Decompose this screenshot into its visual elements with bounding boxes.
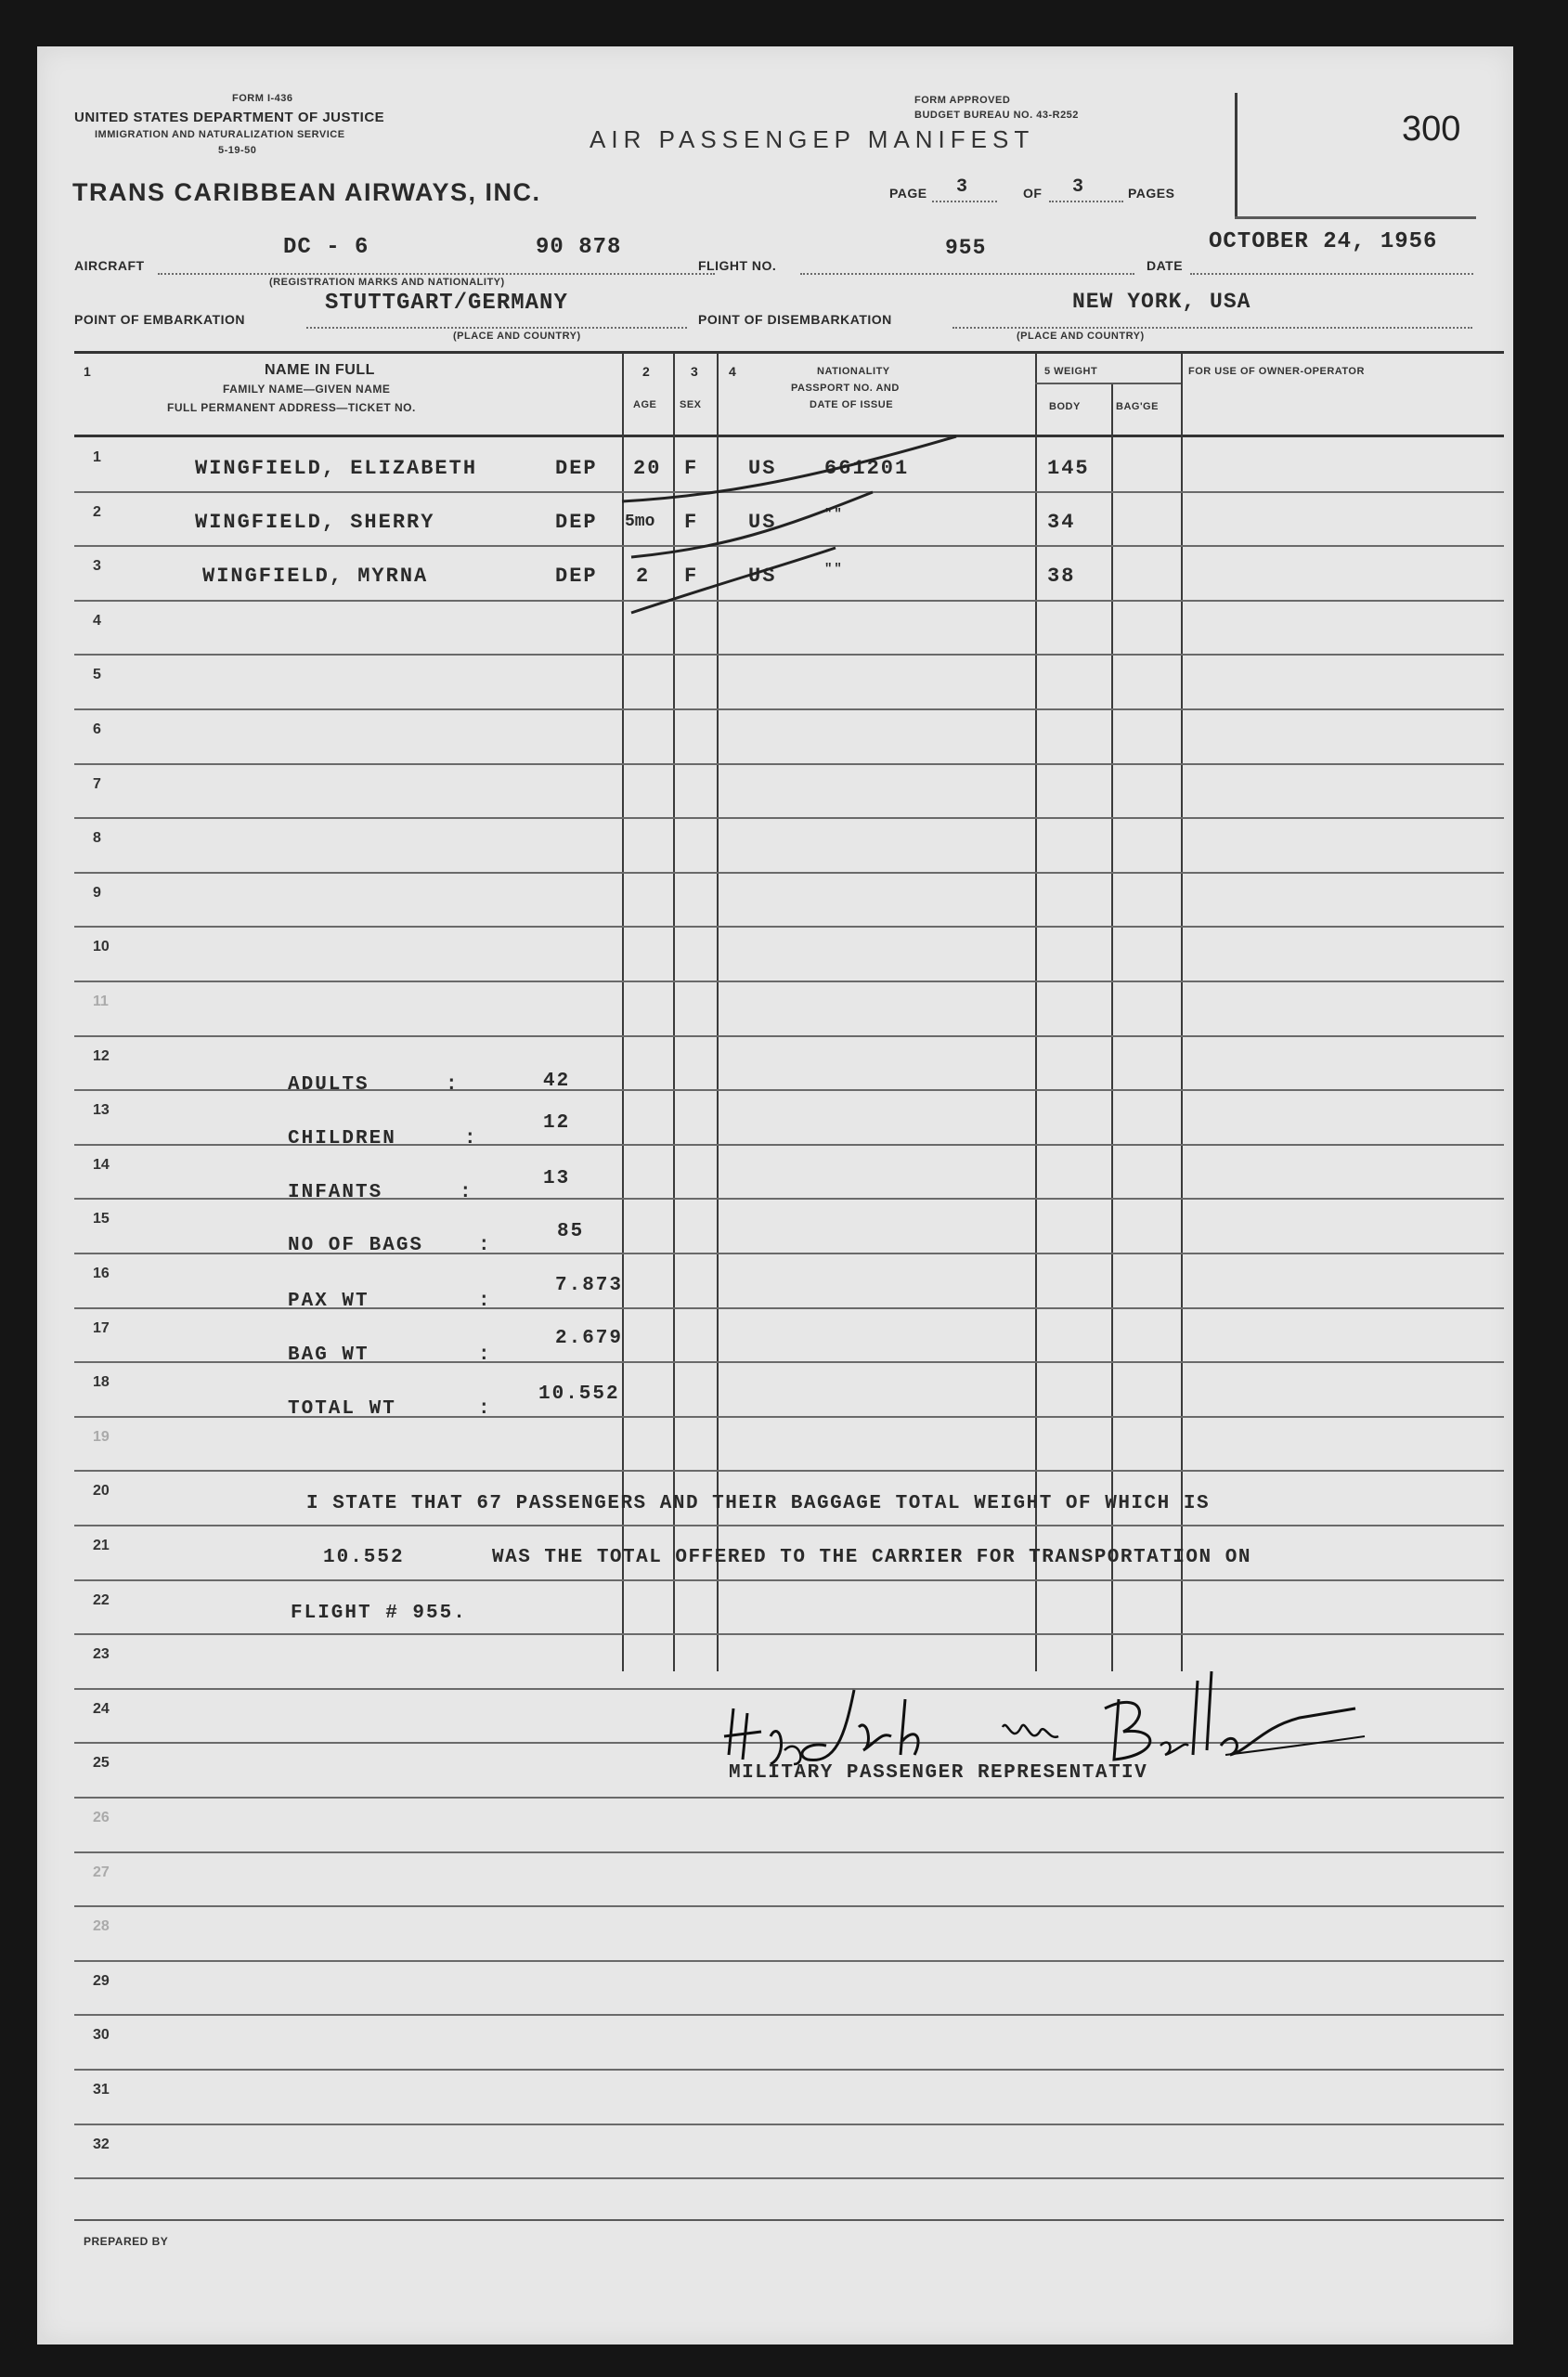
row-number: 2 bbox=[93, 504, 101, 520]
col4-line1: NATIONALITY bbox=[817, 366, 890, 377]
passenger-2-sex: F bbox=[684, 511, 699, 534]
row-number: 9 bbox=[93, 885, 101, 901]
passenger-3-name: WINGFIELD, MYRNA bbox=[202, 565, 429, 588]
of-value: 3 bbox=[1072, 176, 1085, 198]
page-underline bbox=[932, 201, 997, 202]
stamp-box-left bbox=[1235, 93, 1238, 218]
passenger-3-age: 2 bbox=[636, 565, 651, 588]
row-number: 1 bbox=[93, 449, 101, 465]
passenger-2-passport: "" bbox=[824, 507, 844, 522]
table-row bbox=[74, 1525, 1504, 1526]
row-number: 15 bbox=[93, 1211, 110, 1227]
passenger-1-dep: DEP bbox=[555, 457, 598, 480]
row-number: 28 bbox=[93, 1918, 110, 1934]
row-number: 22 bbox=[93, 1592, 110, 1608]
row-number: 13 bbox=[93, 1102, 110, 1118]
row-number: 21 bbox=[93, 1538, 110, 1553]
col6-label: FOR USE OF OWNER-OPERATOR bbox=[1188, 366, 1365, 377]
signature-caption: MILITARY PASSENGER REPRESENTATIV bbox=[729, 1762, 1148, 1784]
row-number: 12 bbox=[93, 1048, 110, 1064]
totals-paxwt-sep: : bbox=[478, 1291, 492, 1312]
passenger-2-nationality: US bbox=[748, 511, 777, 534]
of-label: OF bbox=[1023, 186, 1043, 201]
col-divider-4 bbox=[1035, 353, 1037, 1671]
passenger-2-dep: DEP bbox=[555, 511, 598, 534]
aircraft-registration: 90 878 bbox=[536, 235, 622, 260]
totals-infants-sep: : bbox=[460, 1182, 473, 1203]
col3-label: SEX bbox=[680, 399, 702, 410]
stamp-box-bottom bbox=[1235, 216, 1476, 219]
table-row bbox=[74, 872, 1504, 874]
table-row bbox=[74, 981, 1504, 982]
row-number: 10 bbox=[93, 939, 110, 955]
passenger-3-sex: F bbox=[684, 565, 699, 588]
date-value: OCTOBER 24, 1956 bbox=[1209, 229, 1438, 254]
col1-number: 1 bbox=[84, 364, 92, 379]
table-row bbox=[74, 926, 1504, 928]
totals-bagwt-value: 2.679 bbox=[555, 1328, 624, 1349]
disembarkation-label: POINT OF DISEMBARKATION bbox=[698, 312, 892, 327]
col-divider-6 bbox=[1181, 353, 1183, 1671]
col5-body-label: BODY bbox=[1049, 401, 1081, 412]
pages-label: PAGES bbox=[1128, 186, 1175, 201]
col1-line3: FULL PERMANENT ADDRESS—TICKET NO. bbox=[167, 401, 416, 414]
table-row bbox=[74, 2124, 1504, 2125]
service-name: IMMIGRATION AND NATURALIZATION SERVICE bbox=[95, 129, 345, 140]
row-number: 25 bbox=[93, 1755, 110, 1771]
col-divider-5 bbox=[1111, 383, 1113, 1671]
totals-children-value: 12 bbox=[543, 1112, 571, 1134]
col3-number: 3 bbox=[691, 364, 699, 379]
disembarkation-underline bbox=[952, 327, 1472, 329]
passenger-3-weight: 38 bbox=[1047, 565, 1076, 588]
table-row bbox=[74, 1579, 1504, 1581]
totals-adults-value: 42 bbox=[543, 1071, 571, 1092]
row-number: 19 bbox=[93, 1429, 110, 1445]
statement-line3: FLIGHT # 955. bbox=[291, 1603, 467, 1624]
totals-children-label: CHILDREN bbox=[288, 1128, 396, 1150]
table-top-rule bbox=[74, 351, 1504, 354]
col4-line3: DATE OF ISSUE bbox=[810, 399, 894, 410]
footer-rule bbox=[74, 2219, 1504, 2221]
disembarkation-caption: (PLACE AND COUNTRY) bbox=[1017, 331, 1145, 342]
row-number: 26 bbox=[93, 1810, 110, 1825]
approval-line1: FORM APPROVED bbox=[914, 95, 1011, 106]
of-underline bbox=[1049, 201, 1123, 202]
totals-bagwt-label: BAG WT bbox=[288, 1344, 369, 1366]
totals-bags-value: 85 bbox=[557, 1221, 585, 1242]
passenger-1-age: 20 bbox=[633, 457, 662, 480]
row-number: 6 bbox=[93, 721, 101, 737]
row-number: 31 bbox=[93, 2082, 110, 2098]
date-underline bbox=[1190, 273, 1473, 275]
col2-number: 2 bbox=[642, 364, 651, 379]
table-row bbox=[74, 763, 1504, 765]
totals-children-sep: : bbox=[464, 1128, 478, 1150]
row-number: 32 bbox=[93, 2137, 110, 2152]
prepared-by-label: PREPARED BY bbox=[84, 2235, 169, 2248]
totals-totalwt-label: TOTAL WT bbox=[288, 1398, 396, 1420]
row-number: 23 bbox=[93, 1646, 110, 1662]
passenger-1-passport: 661201 bbox=[824, 457, 910, 480]
table-row bbox=[74, 1960, 1504, 1962]
form-number: FORM I-436 bbox=[232, 93, 293, 104]
table-row bbox=[74, 1905, 1504, 1907]
aircraft-underline bbox=[158, 273, 715, 275]
table-row bbox=[74, 2014, 1504, 2016]
flight-underline bbox=[800, 273, 1134, 275]
table-row bbox=[74, 2177, 1504, 2179]
passenger-2-weight: 34 bbox=[1047, 511, 1076, 534]
col1-line2: FAMILY NAME—GIVEN NAME bbox=[223, 383, 391, 396]
row-number: 14 bbox=[93, 1157, 110, 1173]
page-label: PAGE bbox=[889, 186, 927, 201]
row-number: 11 bbox=[93, 994, 109, 1009]
passenger-2-age: 5mo bbox=[625, 513, 655, 531]
flight-number: 955 bbox=[945, 236, 987, 260]
table-row bbox=[74, 817, 1504, 819]
row-number: 7 bbox=[93, 776, 101, 792]
row-number: 3 bbox=[93, 558, 101, 574]
totals-bags-sep: : bbox=[478, 1235, 492, 1256]
department-name: UNITED STATES DEPARTMENT OF JUSTICE bbox=[74, 110, 385, 125]
row-number: 30 bbox=[93, 2027, 110, 2043]
passenger-1-weight: 145 bbox=[1047, 457, 1090, 480]
table-row bbox=[74, 2069, 1504, 2071]
stamp-number: 300 bbox=[1402, 110, 1461, 149]
row-number: 29 bbox=[93, 1973, 110, 1989]
totals-totalwt-sep: : bbox=[478, 1398, 492, 1420]
row-number: 17 bbox=[93, 1320, 110, 1336]
weight-subheader-rule bbox=[1035, 383, 1181, 384]
col4-number: 4 bbox=[729, 364, 737, 379]
passenger-1-sex: F bbox=[684, 457, 699, 480]
date-label: DATE bbox=[1147, 258, 1184, 273]
col2-label: AGE bbox=[633, 399, 657, 410]
table-row bbox=[74, 708, 1504, 710]
totals-bagwt-sep: : bbox=[478, 1344, 492, 1366]
aircraft-label: AIRCRAFT bbox=[74, 258, 145, 273]
manifest-title: AIR PASSENGEP MANIFEST bbox=[590, 125, 1035, 153]
embarkation-label: POINT OF EMBARKATION bbox=[74, 312, 245, 327]
table-row bbox=[74, 654, 1504, 656]
ditto-strokes bbox=[557, 418, 984, 631]
row-number: 16 bbox=[93, 1266, 110, 1281]
table-row bbox=[74, 1633, 1504, 1635]
passenger-3-passport: "" bbox=[824, 562, 844, 577]
embarkation-value: STUTTGART/GERMANY bbox=[325, 291, 568, 316]
row-number: 4 bbox=[93, 613, 101, 629]
form-date: 5-19-50 bbox=[218, 145, 257, 156]
page-value: 3 bbox=[956, 176, 969, 198]
carrier-name: TRANS CARIBBEAN AIRWAYS, INC. bbox=[72, 178, 541, 206]
statement-line2: WAS THE TOTAL OFFERED TO THE CARRIER FOR TRANSPORTATION ON bbox=[492, 1547, 1251, 1568]
totals-infants-label: INFANTS bbox=[288, 1182, 383, 1203]
disembarkation-value: NEW YORK, USA bbox=[1072, 290, 1251, 314]
totals-totalwt-value: 10.552 bbox=[538, 1383, 620, 1405]
row-number: 18 bbox=[93, 1374, 110, 1390]
statement-line1: I STATE THAT 67 PASSENGERS AND THEIR BAGGAGE TOTAL WEIGHT OF WHICH IS bbox=[306, 1493, 1211, 1514]
col5-label: 5 WEIGHT bbox=[1044, 366, 1098, 377]
row-number: 27 bbox=[93, 1864, 110, 1880]
totals-paxwt-label: PAX WT bbox=[288, 1291, 369, 1312]
flight-label: FLIGHT NO. bbox=[698, 258, 777, 273]
manifest-sheet bbox=[37, 46, 1513, 2345]
totals-adults-sep: : bbox=[446, 1074, 460, 1096]
passenger-3-nationality: US bbox=[748, 565, 777, 588]
row-number: 8 bbox=[93, 830, 101, 846]
row-number: 5 bbox=[93, 667, 101, 682]
passenger-2-name: WINGFIELD, SHERRY bbox=[195, 511, 435, 534]
col1-line1: NAME IN FULL bbox=[265, 362, 375, 378]
totals-adults-label: ADULTS bbox=[288, 1074, 369, 1096]
embarkation-caption: (PLACE AND COUNTRY) bbox=[453, 331, 581, 342]
col5-bag-label: BAG'GE bbox=[1116, 401, 1159, 412]
row-number: 20 bbox=[93, 1483, 110, 1499]
table-row bbox=[74, 1470, 1504, 1472]
totals-infants-value: 13 bbox=[543, 1168, 571, 1189]
embarkation-underline bbox=[306, 327, 687, 329]
totals-paxwt-value: 7.873 bbox=[555, 1275, 624, 1296]
totals-bags-label: NO OF BAGS bbox=[288, 1235, 424, 1256]
passenger-3-dep: DEP bbox=[555, 565, 598, 588]
statement-amount: 10.552 bbox=[323, 1547, 405, 1568]
registration-caption: (REGISTRATION MARKS AND NATIONALITY) bbox=[269, 277, 505, 288]
passenger-1-nationality: US bbox=[748, 457, 777, 480]
approval-line2: BUDGET BUREAU NO. 43-R252 bbox=[914, 110, 1079, 121]
table-row bbox=[74, 1035, 1504, 1037]
table-row bbox=[74, 1797, 1504, 1799]
row-number: 24 bbox=[93, 1701, 110, 1717]
passenger-1-name: WINGFIELD, ELIZABETH bbox=[195, 457, 478, 480]
table-row bbox=[74, 1851, 1504, 1853]
aircraft-type: DC - 6 bbox=[283, 235, 369, 260]
col4-line2: PASSPORT NO. AND bbox=[791, 383, 900, 394]
